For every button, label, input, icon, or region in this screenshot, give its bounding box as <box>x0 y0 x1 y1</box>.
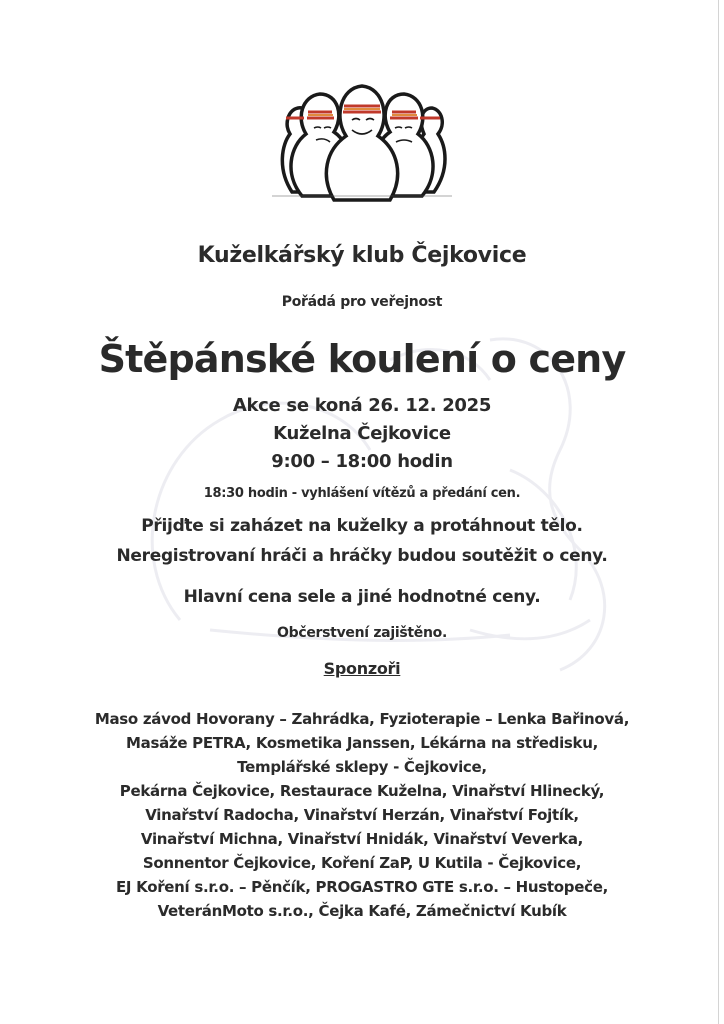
event-date: Akce se koná 26. 12. 2025 <box>232 395 492 416</box>
sponsor-line: Pekárna Čejkovice, Restaurace Kuželna, Vinařství Hlinecký, <box>119 782 605 800</box>
invitation-line: Neregistrovaní hráči a hráčky budou soutěžit o ceny. <box>116 546 608 566</box>
refreshments-note: Občerstvení zajištěno. <box>277 625 447 641</box>
sponsor-line: VeteránMoto s.r.o., Čejka Kafé, Zámečnictví Kubík <box>157 902 567 920</box>
event-venue: Kuželna Čejkovice <box>273 423 451 444</box>
sponsor-line: Sonnentor Čejkovice, Koření ZaP, U Kutila - Čejkovice, <box>142 854 582 872</box>
main-prize: Hlavní cena sele a jiné hodnotné ceny. <box>183 587 541 607</box>
event-title: Štěpánské koulení o ceny <box>98 337 626 381</box>
awards-ceremony: 18:30 hodin - vyhlášení vítězů a předání cen. <box>203 486 521 501</box>
sponsor-line: Vinařství Radocha, Vinařství Herzán, Vinařství Fojtík, <box>145 806 579 824</box>
bowling-pins-cartoon-icon <box>262 84 462 206</box>
sponsor-line: Templářské sklepy - Čejkovice, <box>237 758 487 776</box>
sponsor-line: EJ Koření s.r.o. – Pěnčík, PROGASTRO GTE s.r.o. – Hustopeče, <box>115 878 608 896</box>
sponsor-line: Masáže PETRA, Kosmetika Janssen, Lékárna na středisku, <box>126 734 598 752</box>
club-name: Kuželkářský klub Čejkovice <box>197 243 527 268</box>
event-hours: 9:00 – 18:00 hodin <box>271 451 453 472</box>
sponsor-line: Vinařství Michna, Vinařství Hnidák, Vinařství Veverka, <box>140 830 584 848</box>
sponsor-line: Maso závod Hovorany – Zahrádka, Fyzioterapie – Lenka Bařinová, <box>94 710 630 728</box>
invitation-line: Přijďte si zaházet na kuželky a protáhnout tělo. <box>141 516 583 536</box>
sponsors-heading: Sponzoři <box>323 659 401 678</box>
organizer-line: Pořádá pro veřejnost <box>281 294 443 310</box>
